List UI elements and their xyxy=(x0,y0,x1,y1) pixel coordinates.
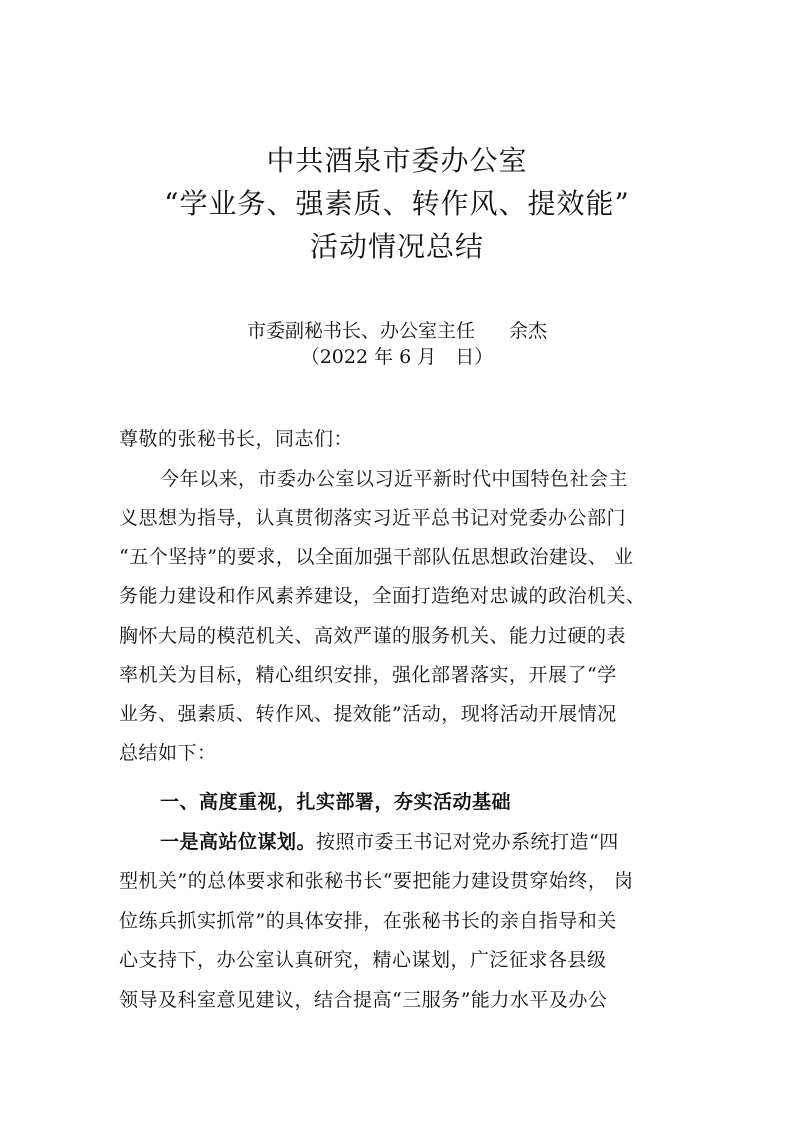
document-date: （2022 年 6 月 日） xyxy=(300,346,494,368)
document-title-line-2: “学业务、强素质、转作风、提效能” xyxy=(164,187,630,220)
paragraph-line: 胸怀大局的模范机关、高效严谨的服务机关、能力过硬的表 xyxy=(119,625,627,647)
paragraph-line: 义思想为指导，认真贯彻落实习近平总书记对党委办公部门 xyxy=(119,507,627,529)
point-lead: 一是高站位谋划。 xyxy=(160,831,317,853)
paragraph-line: 型机关”的总体要求和张秘书长“要把能力建设贯穿始终， 岗 xyxy=(119,870,634,892)
section-heading: 一、高度重视，扎实部署，夯实活动基础 xyxy=(160,791,512,813)
author-name: 余杰 xyxy=(509,320,548,342)
paragraph-line: “五个坚持”的要求，以全面加强干部队伍思想政治建设、 业 xyxy=(119,546,634,568)
paragraph-line: 业务、强素质、转作风、提效能”活动，现将活动开展情况 xyxy=(119,703,617,725)
point-first-line xyxy=(160,827,700,857)
paragraph-line: 总结如下： xyxy=(119,742,217,764)
paragraph-line: 今年以来，市委办公室以习近平新时代中国特色社会主 xyxy=(160,468,629,490)
paragraph-line: 位练兵抓实抓常”的具体安排，在张秘书长的亲自指导和关 xyxy=(119,910,617,932)
author-position: 市委副秘书长、办公室主任 xyxy=(246,320,475,342)
paragraph-line: 心支持下，办公室认真研究，精心谋划，广泛征求各县级 xyxy=(119,949,607,971)
document-title-line-1: 中共酒泉市委办公室 xyxy=(266,144,528,177)
paragraph-line: 领导及科室意见建议，结合提高“三服务”能力水平及办公 xyxy=(119,989,608,1011)
document-title-line-3: 活动情况总结 xyxy=(309,230,484,263)
paragraph-line: 率机关为目标，精心组织安排，强化部署落实，开展了“学 xyxy=(119,664,617,686)
salutation: 尊敬的张秘书长，同志们： xyxy=(119,428,354,450)
point-first-line-text: 按照市委王书记对党办系统打造“四 xyxy=(316,831,619,853)
paragraph-line: 务能力建设和作风素养建设，全面打造绝对忠诚的政治机关、 xyxy=(119,585,646,607)
